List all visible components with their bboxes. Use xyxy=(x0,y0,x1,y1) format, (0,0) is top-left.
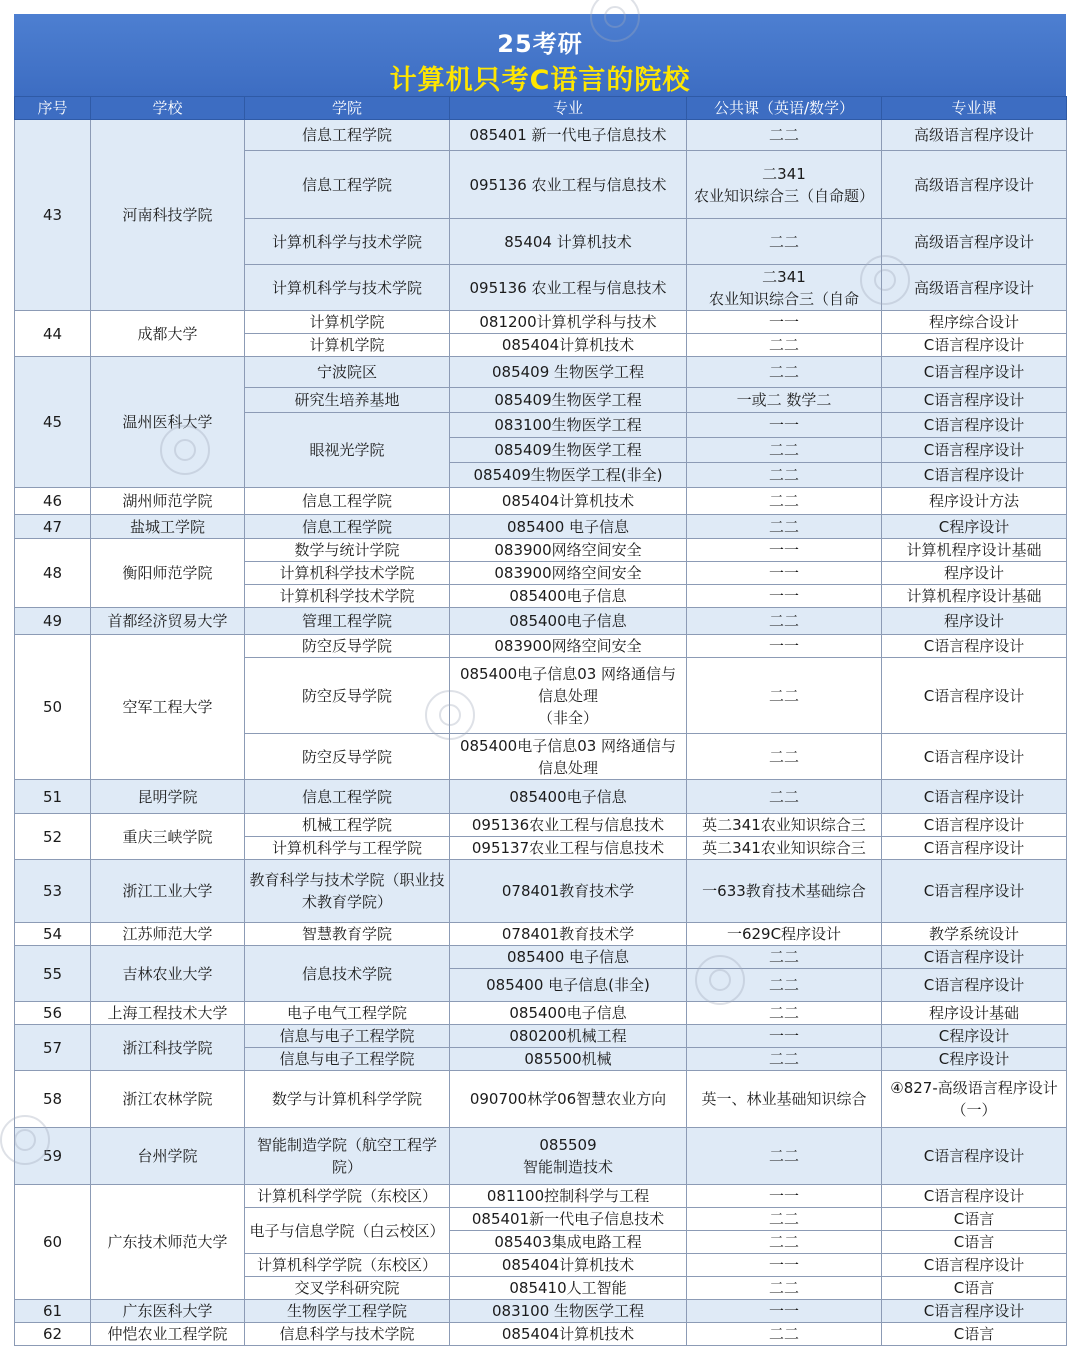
professional-course: 程序设计 xyxy=(882,562,1067,585)
school-group xyxy=(15,357,1067,488)
professional-course: 高级语言程序设计 xyxy=(882,151,1067,219)
public-course: 英二341农业知识综合三 xyxy=(687,814,882,837)
title-banner xyxy=(14,14,1066,96)
college-name: 计算机科学与技术学院 xyxy=(245,219,450,265)
school-group xyxy=(15,814,1067,860)
major-name: 090700林学06智慧农业方向 xyxy=(450,1071,687,1128)
school-group xyxy=(15,488,1067,515)
public-course: 二二 xyxy=(687,946,882,969)
row-number: 54 xyxy=(15,923,91,946)
table-row xyxy=(15,1323,1067,1346)
professional-course: C语言程序设计 xyxy=(882,413,1067,438)
major-name: 085410人工智能 xyxy=(450,1277,687,1300)
row-number: 55 xyxy=(15,946,91,1002)
major-name: 085400电子信息 xyxy=(450,608,687,635)
table-row xyxy=(15,860,1067,923)
major-name: 085400 电子信息 xyxy=(450,946,687,969)
professional-course: C语言程序设计 xyxy=(882,463,1067,488)
school-name: 江苏师范大学 xyxy=(91,923,245,946)
school-group xyxy=(15,539,1067,608)
col-header-public: 公共课（英语/数学） xyxy=(687,97,882,120)
public-course: 二二 xyxy=(687,780,882,814)
major-name: 085400电子信息 xyxy=(450,1002,687,1025)
professional-course: C语言程序设计 xyxy=(882,1300,1067,1323)
major-name: 095136 农业工程与信息技术 xyxy=(450,265,687,311)
public-course: 一633教育技术基础综合 xyxy=(687,860,882,923)
public-course: 二二 xyxy=(687,1128,882,1185)
row-number: 53 xyxy=(15,860,91,923)
college-name: 信息技术学院 xyxy=(245,946,450,1002)
school-name: 广东医科大学 xyxy=(91,1300,245,1323)
public-course: 二二 xyxy=(687,438,882,463)
row-number: 52 xyxy=(15,814,91,860)
row-number: 43 xyxy=(15,120,91,311)
professional-course: C语言程序设计 xyxy=(882,814,1067,837)
school-group xyxy=(15,1128,1067,1185)
college-name: 交叉学科研究院 xyxy=(245,1277,450,1300)
major-name: 085400电子信息03 网络通信与信息处理 xyxy=(450,734,687,780)
table-row xyxy=(15,1071,1067,1128)
public-course: 一一 xyxy=(687,1254,882,1277)
public-course: 二二 xyxy=(687,1208,882,1231)
row-number: 56 xyxy=(15,1002,91,1025)
row-number: 47 xyxy=(15,515,91,539)
table-row xyxy=(15,608,1067,635)
professional-course: C语言程序设计 xyxy=(882,1128,1067,1185)
school-name: 台州学院 xyxy=(91,1128,245,1185)
school-name: 浙江工业大学 xyxy=(91,860,245,923)
school-group xyxy=(15,780,1067,814)
college-name: 信息与电子工程学院 xyxy=(245,1025,450,1048)
school-group xyxy=(15,635,1067,780)
professional-course: C语言程序设计 xyxy=(882,734,1067,780)
college-name: 智慧教育学院 xyxy=(245,923,450,946)
professional-course: 高级语言程序设计 xyxy=(882,120,1067,151)
row-number: 59 xyxy=(15,1128,91,1185)
college-name: 数学与统计学院 xyxy=(245,539,450,562)
professional-course: C语言程序设计 xyxy=(882,969,1067,1002)
college-name: 计算机科学与技术学院 xyxy=(245,265,450,311)
school-group xyxy=(15,1025,1067,1071)
professional-course: C语言程序设计 xyxy=(882,837,1067,860)
public-course: 二二 xyxy=(687,357,882,388)
school-group xyxy=(15,1185,1067,1300)
school-group xyxy=(15,515,1067,539)
professional-course: C语言程序设计 xyxy=(882,1254,1067,1277)
row-number: 58 xyxy=(15,1071,91,1128)
major-name: 085409生物医学工程 xyxy=(450,388,687,413)
major-name: 081100控制科学与工程 xyxy=(450,1185,687,1208)
professional-course: C语言程序设计 xyxy=(882,438,1067,463)
college-name: 信息工程学院 xyxy=(245,488,450,515)
school-group xyxy=(15,1323,1067,1346)
major-name: 085404计算机技术 xyxy=(450,488,687,515)
school-name: 河南科技学院 xyxy=(91,120,245,311)
professional-course: C语言 xyxy=(882,1208,1067,1231)
public-course: 二二 xyxy=(687,463,882,488)
major-name: 085404计算机技术 xyxy=(450,334,687,357)
professional-course: 程序综合设计 xyxy=(882,311,1067,334)
public-course: 二二 xyxy=(687,515,882,539)
public-course: 二341 农业知识综合三（自命题） xyxy=(687,151,882,219)
table-row xyxy=(15,311,1067,334)
major-name: 085403集成电路工程 xyxy=(450,1231,687,1254)
table-row xyxy=(15,120,1067,151)
professional-course: 计算机程序设计基础 xyxy=(882,585,1067,608)
professional-course: C程序设计 xyxy=(882,1048,1067,1071)
public-course: 二二 xyxy=(687,1231,882,1254)
school-group xyxy=(15,311,1067,357)
row-number: 50 xyxy=(15,635,91,780)
school-group xyxy=(15,1071,1067,1128)
table-header xyxy=(15,97,1067,120)
public-course: 二二 xyxy=(687,608,882,635)
major-name: 083100生物医学工程 xyxy=(450,413,687,438)
public-course: 一一 xyxy=(687,585,882,608)
professional-course: C语言程序设计 xyxy=(882,388,1067,413)
table-row xyxy=(15,1185,1067,1208)
school-name: 昆明学院 xyxy=(91,780,245,814)
table-row xyxy=(15,635,1067,658)
major-name: 085509 智能制造技术 xyxy=(450,1128,687,1185)
major-name: 083900网络空间安全 xyxy=(450,635,687,658)
school-name: 广东技术师范大学 xyxy=(91,1185,245,1300)
table-row xyxy=(15,923,1067,946)
school-group xyxy=(15,1002,1067,1025)
professional-course: C语言程序设计 xyxy=(882,780,1067,814)
school-group xyxy=(15,946,1067,1002)
public-course: 二二 xyxy=(687,1277,882,1300)
row-number: 60 xyxy=(15,1185,91,1300)
row-number: 51 xyxy=(15,780,91,814)
school-name: 温州医科大学 xyxy=(91,357,245,488)
college-name: 计算机科学与工程学院 xyxy=(245,837,450,860)
public-course: 二二 xyxy=(687,120,882,151)
college-name: 机械工程学院 xyxy=(245,814,450,837)
row-number: 49 xyxy=(15,608,91,635)
college-name: 信息工程学院 xyxy=(245,515,450,539)
school-group xyxy=(15,860,1067,923)
professional-course: C语言程序设计 xyxy=(882,946,1067,969)
table-row xyxy=(15,515,1067,539)
school-group xyxy=(15,923,1067,946)
professional-course: C语言 xyxy=(882,1277,1067,1300)
college-name: 信息工程学院 xyxy=(245,780,450,814)
school-name: 成都大学 xyxy=(91,311,245,357)
public-course: 英二341农业知识综合三 xyxy=(687,837,882,860)
professional-course: 程序设计基础 xyxy=(882,1002,1067,1025)
public-course: 一或二 数学二 xyxy=(687,388,882,413)
table-row xyxy=(15,488,1067,515)
table-row xyxy=(15,1300,1067,1323)
public-course: 一一 xyxy=(687,1185,882,1208)
school-name: 重庆三峡学院 xyxy=(91,814,245,860)
major-name: 085400 电子信息 xyxy=(450,515,687,539)
row-number: 48 xyxy=(15,539,91,608)
college-name: 电子电气工程学院 xyxy=(245,1002,450,1025)
college-name: 信息科学与技术学院 xyxy=(245,1323,450,1346)
row-number: 61 xyxy=(15,1300,91,1323)
school-name: 湖州师范学院 xyxy=(91,488,245,515)
major-name: 095137农业工程与信息技术 xyxy=(450,837,687,860)
college-name: 计算机学院 xyxy=(245,334,450,357)
major-name: 078401教育技术学 xyxy=(450,860,687,923)
professional-course: 教学系统设计 xyxy=(882,923,1067,946)
college-name: 教育科学与技术学院（职业技术教育学院） xyxy=(245,860,450,923)
professional-course: C程序设计 xyxy=(882,515,1067,539)
college-name: 数学与计算机科学学院 xyxy=(245,1071,450,1128)
public-course: 二二 xyxy=(687,334,882,357)
school-name: 衡阳师范学院 xyxy=(91,539,245,608)
school-name: 浙江科技学院 xyxy=(91,1025,245,1071)
professional-course: 程序设计方法 xyxy=(882,488,1067,515)
major-name: 085401新一代电子信息技术 xyxy=(450,1208,687,1231)
college-name: 计算机科学学院（东校区） xyxy=(245,1254,450,1277)
college-name: 计算机学院 xyxy=(245,311,450,334)
college-name: 信息工程学院 xyxy=(245,151,450,219)
school-group xyxy=(15,120,1067,311)
major-name: 078401教育技术学 xyxy=(450,923,687,946)
table-row xyxy=(15,539,1067,562)
professional-course: C语言程序设计 xyxy=(882,635,1067,658)
title-main: 计算机只考C语言的院校 xyxy=(389,65,691,96)
major-name: 085400电子信息 xyxy=(450,780,687,814)
table-row xyxy=(15,946,1067,969)
public-course: 一一 xyxy=(687,1025,882,1048)
professional-course: C语言程序设计 xyxy=(882,357,1067,388)
public-course: 二二 xyxy=(687,969,882,1002)
table-row xyxy=(15,1128,1067,1185)
row-number: 45 xyxy=(15,357,91,488)
professional-course: C语言程序设计 xyxy=(882,334,1067,357)
school-name: 上海工程技术大学 xyxy=(91,1002,245,1025)
major-name: 085400 电子信息(非全) xyxy=(450,969,687,1002)
public-course: 一629C程序设计 xyxy=(687,923,882,946)
professional-course: ④827-高级语言程序设计（一） xyxy=(882,1071,1067,1128)
professional-course: C程序设计 xyxy=(882,1025,1067,1048)
college-name: 生物医学工程学院 xyxy=(245,1300,450,1323)
public-course: 一一 xyxy=(687,413,882,438)
table-row xyxy=(15,357,1067,388)
school-group xyxy=(15,608,1067,635)
major-name: 083900网络空间安全 xyxy=(450,562,687,585)
table-row xyxy=(15,814,1067,837)
row-number: 57 xyxy=(15,1025,91,1071)
college-name: 研究生培养基地 xyxy=(245,388,450,413)
public-course: 一一 xyxy=(687,562,882,585)
major-name: 085401 新一代电子信息技术 xyxy=(450,120,687,151)
public-course: 英一、林业基础知识综合 xyxy=(687,1071,882,1128)
college-name: 防空反导学院 xyxy=(245,734,450,780)
professional-course: C语言程序设计 xyxy=(882,860,1067,923)
college-name: 计算机科学技术学院 xyxy=(245,585,450,608)
major-name: 083100 生物医学工程 xyxy=(450,1300,687,1323)
major-name: 085409 生物医学工程 xyxy=(450,357,687,388)
college-name: 宁波院区 xyxy=(245,357,450,388)
school-group xyxy=(15,1300,1067,1323)
college-name: 电子与信息学院（白云校区） xyxy=(245,1208,450,1254)
public-course: 二二 xyxy=(687,1323,882,1346)
major-name: 095136 农业工程与信息技术 xyxy=(450,151,687,219)
public-course: 二341 农业知识综合三（自命 xyxy=(687,265,882,311)
row-number: 46 xyxy=(15,488,91,515)
public-course: 二二 xyxy=(687,734,882,780)
school-name: 吉林农业大学 xyxy=(91,946,245,1002)
school-name: 仲恺农业工程学院 xyxy=(91,1323,245,1346)
professional-course: 计算机程序设计基础 xyxy=(882,539,1067,562)
public-course: 二二 xyxy=(687,1048,882,1071)
table-row xyxy=(15,1002,1067,1025)
col-header-college: 学院 xyxy=(245,97,450,120)
school-name: 空军工程大学 xyxy=(91,635,245,780)
public-course: 一一 xyxy=(687,311,882,334)
col-header-school: 学校 xyxy=(91,97,245,120)
major-name: 085404计算机技术 xyxy=(450,1323,687,1346)
major-name: 085409生物医学工程(非全) xyxy=(450,463,687,488)
college-name: 计算机科学学院（东校区） xyxy=(245,1185,450,1208)
major-name: 85404 计算机技术 xyxy=(450,219,687,265)
college-name: 眼视光学院 xyxy=(245,413,450,488)
row-number: 62 xyxy=(15,1323,91,1346)
college-name: 信息与电子工程学院 xyxy=(245,1048,450,1071)
public-course: 二二 xyxy=(687,488,882,515)
college-name: 计算机科学技术学院 xyxy=(245,562,450,585)
school-name: 盐城工学院 xyxy=(91,515,245,539)
title-year: 25考研 xyxy=(497,30,583,58)
major-name: 085404计算机技术 xyxy=(450,1254,687,1277)
major-name: 080200机械工程 xyxy=(450,1025,687,1048)
school-name: 首都经济贸易大学 xyxy=(91,608,245,635)
col-header-major: 专业 xyxy=(450,97,687,120)
school-table xyxy=(14,96,1067,1346)
major-name: 085500机械 xyxy=(450,1048,687,1071)
professional-course: C语言 xyxy=(882,1231,1067,1254)
college-name: 智能制造学院（航空工程学院） xyxy=(245,1128,450,1185)
professional-course: 高级语言程序设计 xyxy=(882,265,1067,311)
row-number: 44 xyxy=(15,311,91,357)
public-course: 一一 xyxy=(687,635,882,658)
table-row xyxy=(15,780,1067,814)
public-course: 一一 xyxy=(687,1300,882,1323)
professional-course: 程序设计 xyxy=(882,608,1067,635)
public-course: 二二 xyxy=(687,658,882,734)
major-name: 085400电子信息03 网络通信与信息处理 （非全） xyxy=(450,658,687,734)
major-name: 083900网络空间安全 xyxy=(450,539,687,562)
col-header-no: 序号 xyxy=(15,97,91,120)
college-name: 防空反导学院 xyxy=(245,635,450,658)
professional-course: C语言 xyxy=(882,1323,1067,1346)
public-course: 一一 xyxy=(687,539,882,562)
professional-course: C语言程序设计 xyxy=(882,1185,1067,1208)
major-name: 085409生物医学工程 xyxy=(450,438,687,463)
school-name: 浙江农林学院 xyxy=(91,1071,245,1128)
major-name: 085400电子信息 xyxy=(450,585,687,608)
college-name: 管理工程学院 xyxy=(245,608,450,635)
table-row xyxy=(15,1025,1067,1048)
major-name: 081200计算机学科与技术 xyxy=(450,311,687,334)
college-name: 信息工程学院 xyxy=(245,120,450,151)
professional-course: 高级语言程序设计 xyxy=(882,219,1067,265)
college-name: 防空反导学院 xyxy=(245,658,450,734)
major-name: 095136农业工程与信息技术 xyxy=(450,814,687,837)
public-course: 二二 xyxy=(687,1002,882,1025)
professional-course: C语言程序设计 xyxy=(882,658,1067,734)
public-course: 二二 xyxy=(687,219,882,265)
col-header-course: 专业课 xyxy=(882,97,1067,120)
